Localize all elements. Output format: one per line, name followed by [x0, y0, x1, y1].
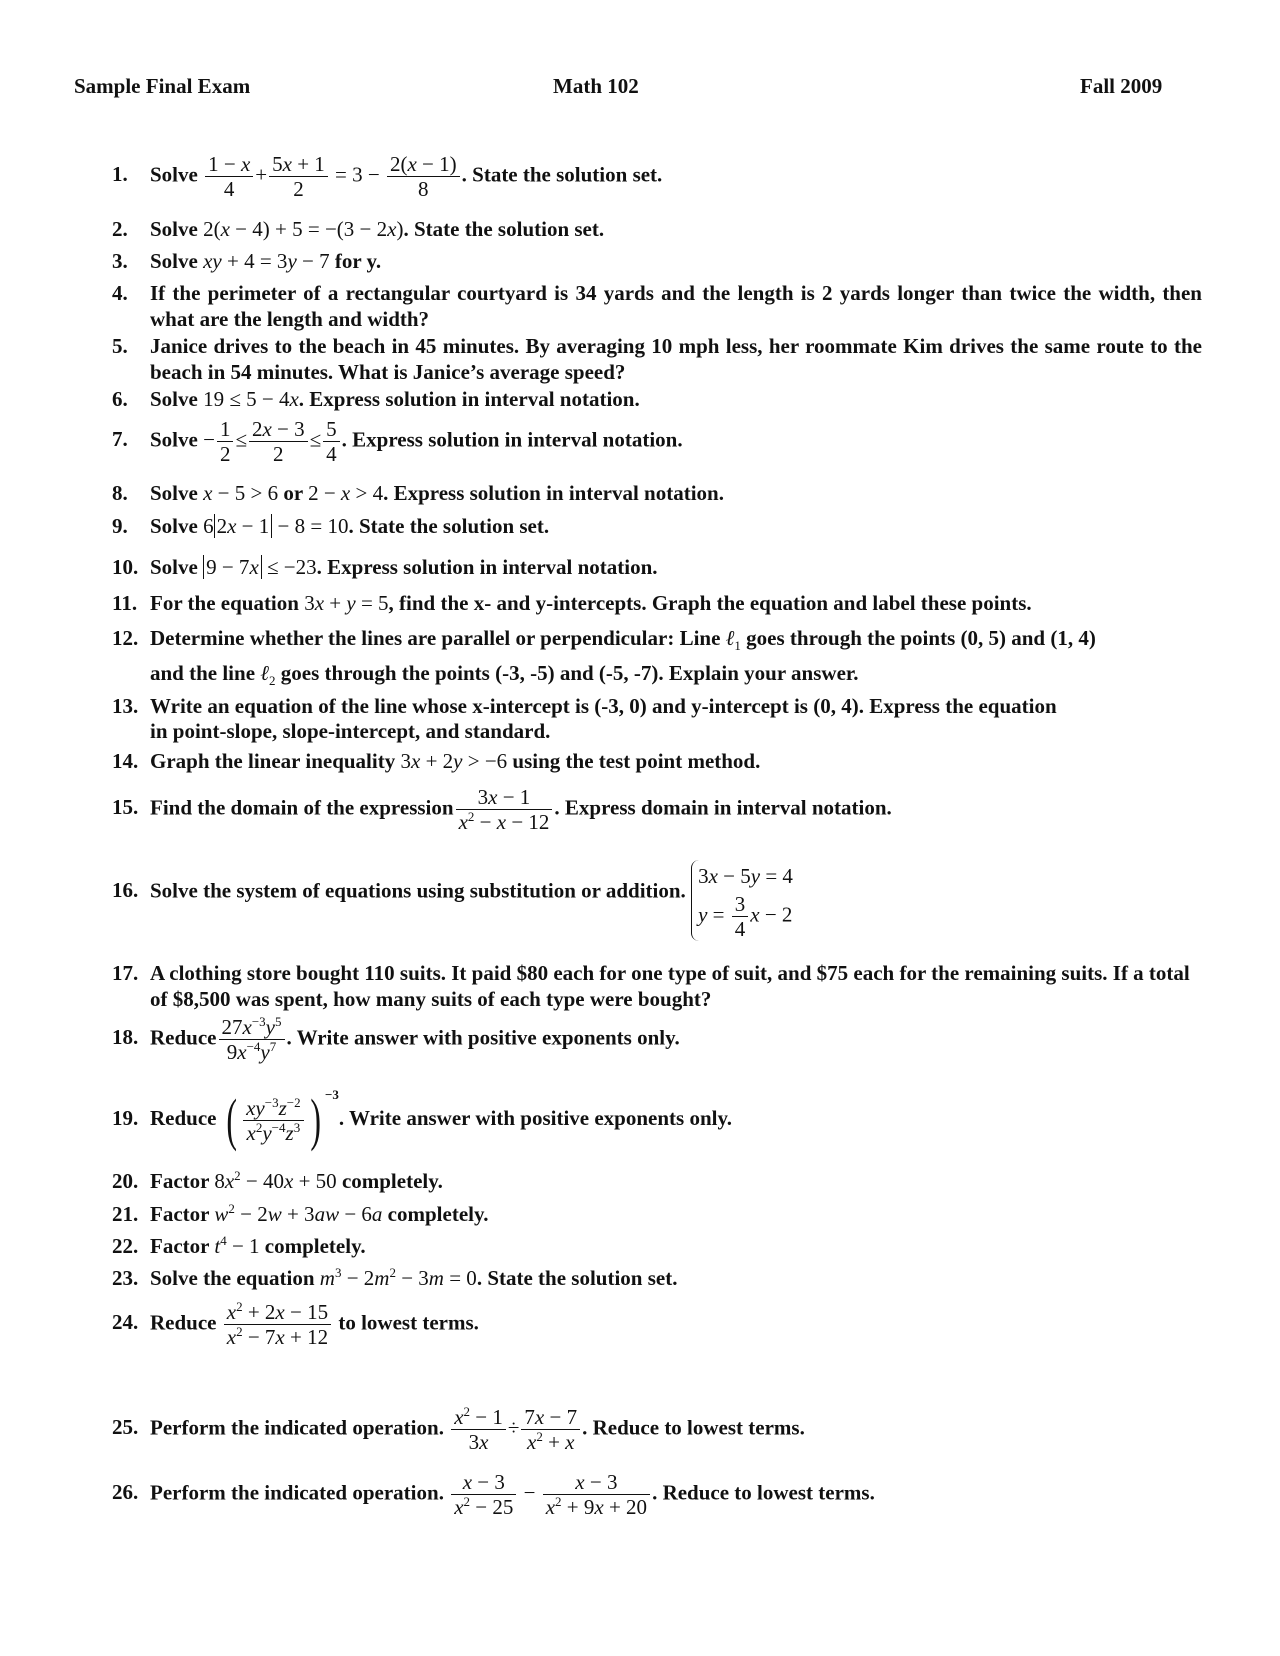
question-23: 23. Solve the equation $m^3 - 2m^2 - 3m = 0$. State the solution set. — [112, 1265, 678, 1290]
question-20: 20. Factor $8x^2 - 40x + 50$ completely. — [112, 1168, 443, 1193]
question-15: 15. Find the domain of the expression $\frac{3x - 1}{x^2 - x - 12}$ . Express domain in interval notation. — [112, 785, 892, 834]
question-25: 25. Perform the indicated operation. $\frac{x^2 - 1}{3x}$ ÷ $\frac{7x - 7}{x^2 + x}$ . Reduce to lowest terms. — [112, 1404, 805, 1454]
question-13: 13. Write an equation of the line whose x-intercept is (-3, 0) and y-intercept is (0, 4). Express the equation — [112, 694, 1057, 718]
question-17: 17. A clothing store bought 110 suits. It paid $80 each for one type of suit, and $75 each for the remaining suits. If a total of $8,500 was spent, how many suits of each type were bought? — [112, 961, 1190, 1011]
header-center: Math 102 — [553, 74, 639, 98]
question-13-cont: in point-slope, slope-intercept, and standard. — [150, 719, 551, 743]
question-14: 14. Graph the linear inequality 3x + 2y > −6 using the test point method. — [112, 749, 761, 773]
question-26: 26. Perform the indicated operation. $\frac{x - 3}{x^2 - 25}$ − $\frac{x - 3}{x^2 + 9x + 20}$ . Reduce to lowest terms. — [112, 1470, 875, 1519]
question-19: 19. Reduce ( $\frac{xy^{-3}z^{-2}}{x^2y^{-4}z^3}$ ) $^{-3}$. Write answer with positive exponents only. — [112, 1086, 733, 1152]
header-right: Fall 2009 — [1080, 74, 1163, 98]
question-4: 4. If the perimeter of a rectangular courtyard is 34 yards and the length is 2 yards longer than twice the width, then what are the length and width? — [112, 281, 1202, 331]
question-5: 5. Janice drives to the beach in 45 minutes. By averaging 10 mph less, her roommate Kim drives the same route to the beach in 54 minutes. What is Janice’s average speed? — [112, 334, 1202, 384]
header-left: Sample Final Exam — [74, 74, 251, 98]
question-9: 9. Solve 6 2x − 1 − 8 = 10. State the solution set. — [112, 514, 550, 538]
question-24: 24. Reduce $\frac{x^2 + 2x - 15}{x^2 - 7x + 12}$ to lowest terms. — [112, 1299, 479, 1349]
question-22: 22. Factor $t^4 - 1$ completely. — [112, 1233, 366, 1258]
question-1: 1. Solve $\frac{1 - x}{4}$ + $\frac{5x + 1}{2}$ = 3 − $\frac{2(x - 1)}{8}$ . State the solution set. — [112, 152, 663, 201]
question-18: 18. Reduce $\frac{27x^{-3}y^5}{9x^{-4}y^7}$ . Write answer with positive exponents only. — [112, 1014, 680, 1064]
question-12: 12. Determine whether the lines are parallel or perpendicular: Line ℓ$_1$ goes through the points (0, 5) and (1, 4) — [112, 626, 1096, 654]
question-16: 16. Solve the system of equations using substitution or addition. 3x − 5y = 4 y = $\frac{3}{4}$ x − 2 — [112, 852, 793, 933]
question-8: 8. Solve x − 5 > 6 or 2 − x > 4. Express solution in interval notation. — [112, 481, 724, 505]
question-7: 7. Solve − $\frac{1}{2}$ ≤ $\frac{2x - 3}{2}$ ≤ $\frac{5}{4}$ . Express solution in interval notation. — [112, 417, 683, 466]
question-12-cont: and the line ℓ$_2$ goes through the points (-3, -5) and (-5, -7). Explain your answer. — [150, 661, 859, 689]
question-2: 2. Solve 2(x − 4) + 5 = −(3 − 2x). State the solution set. — [112, 217, 605, 241]
question-21: 21. Factor $w^2 - 2w + 3aw - 6a$ completely. — [112, 1201, 489, 1226]
question-6: 6. Solve 19 ≤ 5 − 4x. Express solution in interval notation. — [112, 387, 640, 411]
question-3: 3. Solve xy + 4 = 3y − 7 for y. — [112, 249, 382, 273]
question-10: 10. Solve 9 − 7x ≤ −23. Express solution in interval notation. — [112, 555, 658, 579]
question-11: 11. For the equation 3x + y = 5, find the x- and y-intercepts. Graph the equation and label these points. — [112, 591, 1032, 615]
